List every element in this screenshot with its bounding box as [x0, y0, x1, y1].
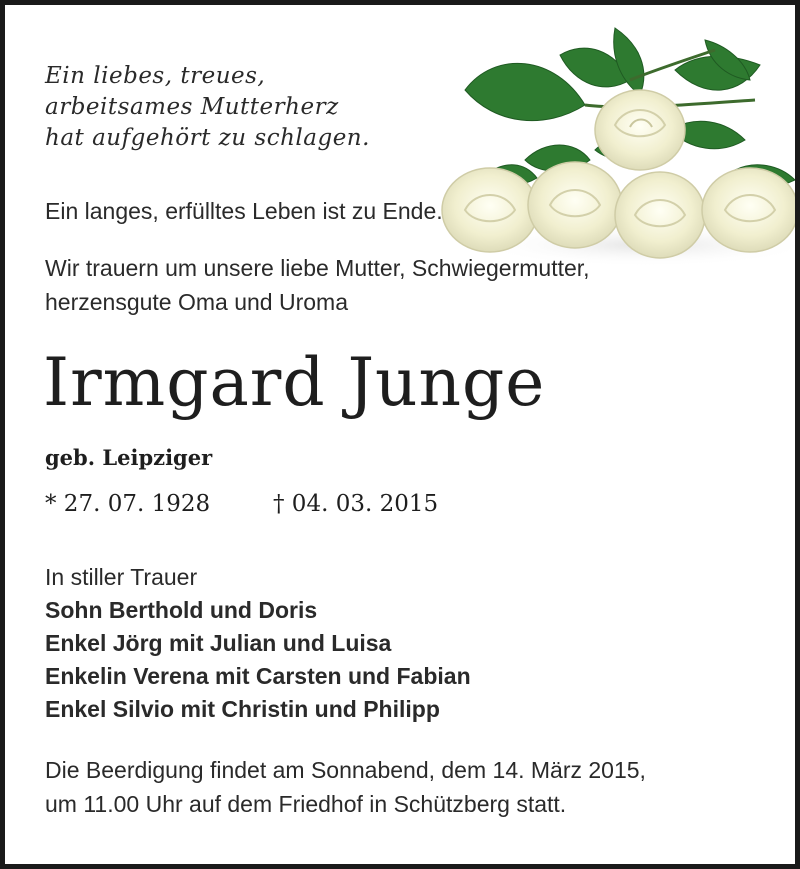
funeral-line: Die Beerdigung findet am Sonnabend, dem 14. März 2015,	[45, 757, 646, 783]
life-dates	[45, 491, 439, 517]
funeral-notice	[45, 753, 646, 821]
birth-date: * 27. 07. 1928	[45, 491, 211, 517]
mourner-entry: Enkelin Verena mit Carsten und Fabian	[45, 663, 471, 689]
mourners-list	[45, 561, 471, 726]
mourners-intro: In stiller Trauer	[45, 564, 198, 590]
poem-line: Ein liebes, treues,	[45, 63, 266, 89]
mourning-line: Wir trauern um unsere liebe Mutter, Schwiegermutter,	[45, 255, 590, 281]
mourner-entry: Enkel Silvio mit Christin und Philipp	[45, 696, 440, 722]
mourning-text	[45, 251, 590, 319]
white-roses-image	[425, 10, 800, 265]
poem-line: hat aufgehört zu schlagen.	[45, 125, 370, 151]
death-date: † 04. 03. 2015	[273, 491, 439, 517]
mourning-line: herzensgute Oma und Uroma	[45, 289, 348, 315]
funeral-line: um 11.00 Uhr auf dem Friedhof in Schützberg statt.	[45, 791, 567, 817]
memorial-poem	[45, 61, 370, 154]
mourner-entry: Sohn Berthold und Doris	[45, 597, 318, 623]
deceased-name: Irmgard Junge	[43, 344, 546, 421]
life-ended-text: Ein langes, erfülltes Leben ist zu Ende.	[45, 198, 443, 224]
maiden-name: geb. Leipziger	[45, 445, 213, 470]
mourner-entry: Enkel Jörg mit Julian und Luisa	[45, 630, 392, 656]
poem-line: arbeitsames Mutterherz	[45, 94, 339, 120]
